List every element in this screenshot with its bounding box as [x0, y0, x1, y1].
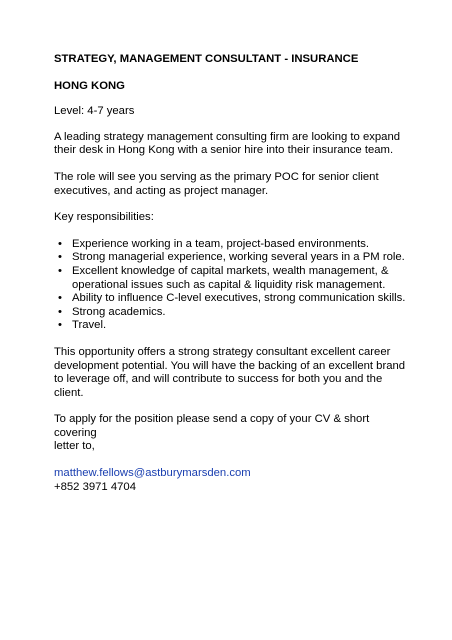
list-item-text: Excellent knowledge of capital markets, wealth management, & — [72, 264, 389, 277]
bullet-icon: • — [58, 264, 62, 277]
bullet-icon: • — [58, 319, 62, 332]
list-item — [54, 251, 412, 265]
list-item — [54, 238, 412, 252]
bullet-icon: • — [58, 292, 62, 305]
role-paragraph — [54, 171, 412, 198]
bullet-icon: • — [58, 237, 62, 250]
opportunity-line: development potential. You will have the backing of an excellent brand — [54, 359, 406, 372]
apply-line: To apply for the position please send a copy of your CV & short covering — [54, 413, 370, 439]
role-line: The role will see you serving as the primary POC for senior client — [54, 170, 379, 183]
role-line: executives, and acting as project manager. — [54, 184, 269, 197]
list-item-text: Experience working in a team, project-based environments. — [72, 237, 370, 250]
bullet-icon: • — [58, 251, 62, 264]
intro-line: A leading strategy management consulting firm are looking to expand — [54, 130, 401, 143]
opportunity-line: This opportunity offers a strong strategy consultant excellent career — [54, 345, 391, 358]
contact-phone: +852 3971 4704 — [54, 480, 136, 493]
job-location: HONG KONG — [54, 79, 125, 92]
apply-line: letter to, — [54, 440, 95, 453]
experience-level: Level: 4-7 years — [54, 105, 135, 118]
responsibilities-heading: Key responsibilities: — [54, 211, 154, 224]
contact-email-link[interactable]: matthew.fellows@astburymarsden.com — [54, 467, 251, 480]
job-title: STRATEGY, MANAGEMENT CONSULTANT - INSURANCE — [54, 53, 359, 65]
opportunity-paragraph — [54, 346, 412, 400]
list-item-text: Strong academics. — [72, 305, 166, 318]
list-item — [54, 292, 412, 306]
list-item-text: Strong managerial experience, working several years in a PM role. — [72, 251, 405, 264]
responsibilities-list — [54, 238, 412, 333]
list-item — [54, 265, 412, 292]
list-item — [54, 319, 412, 333]
opportunity-line: to leverage off, and will contribute to success for both you and the client. — [54, 373, 383, 399]
apply-paragraph — [54, 413, 412, 454]
bullet-icon: • — [58, 305, 62, 318]
list-item-text: Ability to influence C-level executives, strong communication skills. — [72, 292, 406, 305]
list-item — [54, 306, 412, 320]
intro-line: their desk in Hong Kong with a senior hire into their insurance team. — [54, 144, 394, 157]
list-item-text: operational issues such as capital & liquidity risk management. — [72, 278, 386, 291]
intro-paragraph — [54, 131, 412, 158]
list-item-text: Travel. — [72, 319, 107, 332]
